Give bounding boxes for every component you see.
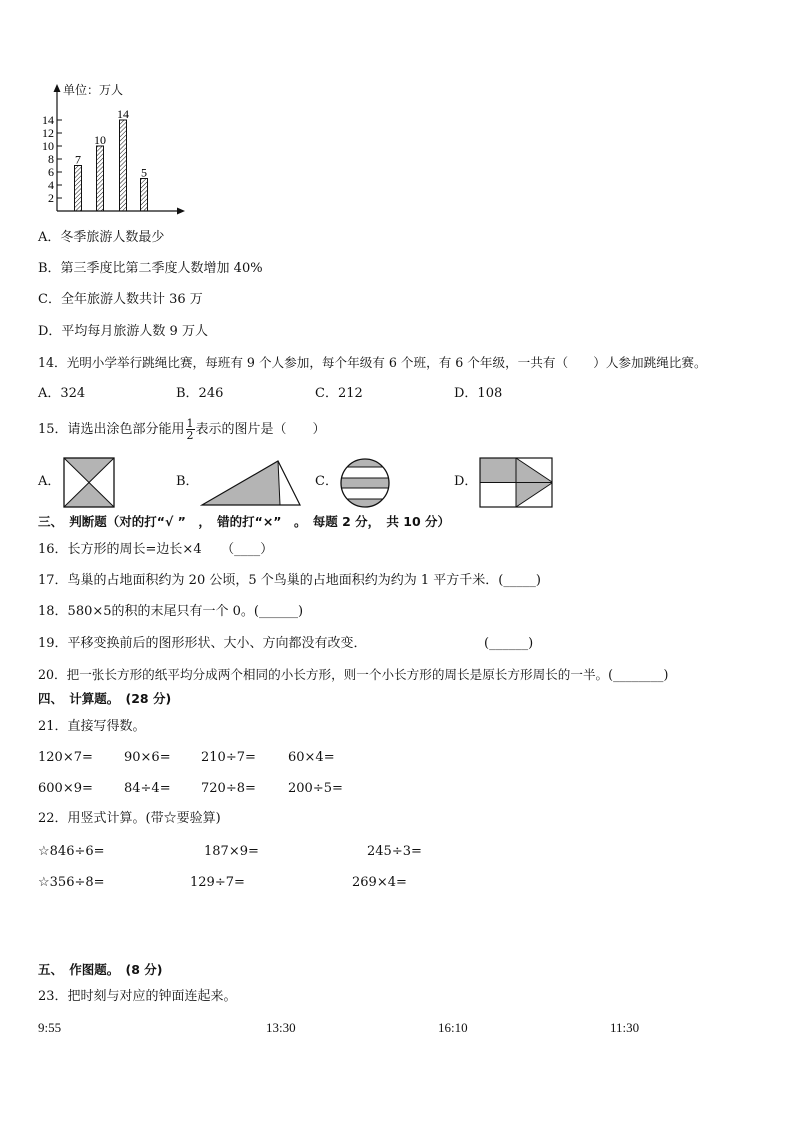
q21-item: 720÷8=: [201, 781, 256, 796]
q21-item: 60×4=: [288, 750, 335, 765]
bar-value-label: 10: [94, 133, 106, 147]
fraction-one-half: [186, 418, 195, 441]
q22-item: 245÷3=: [367, 844, 422, 859]
q21-stem: 21．直接写得数。: [38, 719, 146, 734]
q22-item: 187×9=: [204, 844, 259, 859]
bar-value-label: 5: [141, 165, 147, 180]
section-5-heading: 五、 作图题。 (8 分): [38, 962, 163, 977]
q14-option-c: C．212: [315, 386, 363, 401]
q21-item: 90×6=: [124, 750, 171, 765]
q22-item: ☆846÷6=: [38, 844, 105, 859]
q21-item: 210÷7=: [201, 750, 256, 765]
bar-value-label: 14: [117, 107, 129, 121]
q15-stem-part1: 15．请选出涂色部分能用: [38, 422, 185, 437]
q15-label-c: C．: [315, 474, 338, 489]
q21-item: 84÷4=: [124, 781, 171, 796]
q13-option-c: C．全年旅游人数共计 36 万: [38, 292, 203, 307]
q20: 20．把一张长方形的纸平均分成两个相同的小长方形，则一个小长方形的周长是原长方形周长的一半。(________): [38, 667, 669, 682]
y-tick-label: 4: [48, 178, 54, 192]
q22-stem: 22．用竖式计算。(带☆要验算): [38, 811, 221, 826]
bar-value-label: 7: [75, 152, 81, 167]
y-tick-label: 8: [48, 152, 54, 166]
y-tick-label: 6: [48, 165, 54, 179]
y-axis-arrow: [54, 84, 61, 92]
q14-option-a: A．324: [38, 386, 86, 401]
q22-item: 269×4=: [352, 875, 407, 890]
q14-stem: 14．光明小学举行跳绳比赛，每班有 9 个人参加，每个年级有 6 个班，有 6 个年级，一共有（ ）人参加跳绳比赛。: [38, 355, 707, 370]
q15-label-b: B．: [176, 474, 199, 489]
x-axis-arrow: [177, 208, 185, 215]
q16: 16．长方形的周长=边长×4 （____）: [38, 542, 274, 557]
bar: [141, 179, 148, 212]
q17: 17．鸟巢的占地面积约为 20 公顷，5 个鸟巢的占地面积约为约为 1 平方千米．(_____): [38, 573, 541, 588]
q15-stem: [38, 418, 326, 442]
bar: [97, 146, 104, 211]
clock-time-label: 16:10: [438, 1020, 468, 1035]
y-tick-label: 10: [42, 139, 54, 153]
clock-time-label: 13:30: [266, 1020, 296, 1035]
q19: 19．平移变换前后的图形形状、大小、方向都没有改变．: [38, 636, 367, 651]
q13-option-b: B．第三季度比第二季度人数增加 40%: [38, 261, 263, 276]
bar-chart: [30, 78, 200, 218]
clock-time-label: 9:55: [38, 1020, 62, 1035]
q13-option-d: D．平均每月旅游人数 9 万人: [38, 324, 208, 339]
q19-answer-blank[interactable]: (______): [484, 636, 534, 651]
q14-option-b: B．246: [176, 386, 224, 401]
figure-c-circle: [339, 457, 391, 509]
q15-stem-part2: 表示的图片是（ ）: [195, 422, 326, 437]
q21-item: 120×7=: [38, 750, 93, 765]
figure-d-rectangle: [479, 457, 554, 509]
q14-option-d: D．108: [454, 386, 503, 401]
bar: [120, 120, 127, 211]
q22-item: 129÷7=: [190, 875, 245, 890]
section-4-heading: 四、 计算题。 (28 分): [38, 691, 172, 706]
bar: [75, 166, 82, 212]
figure-b-triangle: [200, 459, 304, 507]
y-tick-label: 2: [48, 191, 54, 205]
fraction-numerator: 1: [186, 417, 194, 430]
section-3-heading: 三、 判断题（对的打“√ ” ， 错的打“×” 。 每题 2 分， 共 10 分）: [38, 514, 451, 529]
q21-item: 600×9=: [38, 781, 93, 796]
figure-a-square: [63, 457, 115, 508]
q15-label-d: D．: [454, 474, 478, 489]
q18: 18．580×5的积的末尾只有一个 0。(______): [38, 604, 304, 619]
chart-unit-label: 单位：万人: [63, 83, 124, 97]
q22-item: ☆356÷8=: [38, 875, 105, 890]
q13-option-a: A．冬季旅游人数最少: [38, 230, 165, 245]
q15-label-a: A．: [38, 474, 61, 489]
clock-time-label: 11:30: [610, 1020, 640, 1035]
q21-item: 200÷5=: [288, 781, 343, 796]
y-tick-label: 14: [42, 113, 54, 127]
q23-stem: 23．把时刻与对应的钟面连起来。: [38, 989, 237, 1004]
fraction-denominator: 2: [186, 429, 194, 442]
y-tick-label: 12: [42, 126, 54, 140]
